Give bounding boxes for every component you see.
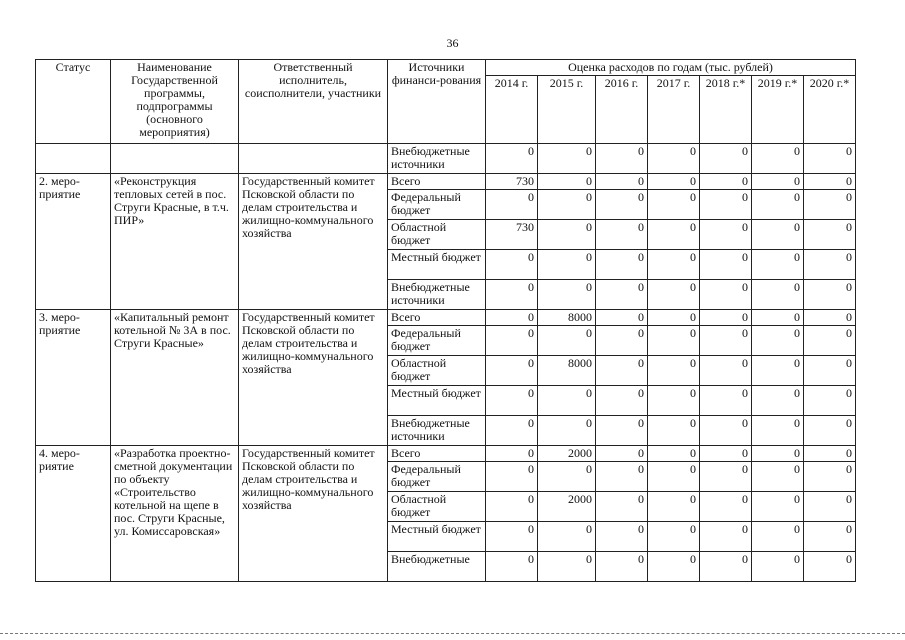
value-cell: 0 [700, 326, 752, 356]
value-cell: 0 [538, 174, 596, 190]
value-cell: 0 [486, 492, 538, 522]
value-cell: 0 [486, 190, 538, 220]
value-cell: 2000 [538, 446, 596, 462]
value-cell: 730 [486, 220, 538, 250]
value-cell: 0 [538, 416, 596, 446]
value-cell: 0 [648, 356, 700, 386]
value-cell: 0 [486, 522, 538, 552]
value-cell: 0 [804, 174, 856, 190]
value-cell: 0 [596, 462, 648, 492]
source-cell: Всего [388, 310, 486, 326]
value-cell: 0 [648, 144, 700, 174]
value-cell: 0 [538, 462, 596, 492]
header-name: Наименование Государственной программы, подпрограммы (основного мероприятия) [111, 60, 239, 144]
value-cell: 0 [596, 446, 648, 462]
value-cell: 0 [700, 522, 752, 552]
value-cell: 0 [700, 386, 752, 416]
value-cell: 0 [596, 174, 648, 190]
value-cell: 0 [804, 492, 856, 522]
header-executor: Ответственный исполнитель, соисполнители, участники [239, 60, 388, 144]
source-cell: Всего [388, 174, 486, 190]
value-cell: 0 [804, 280, 856, 310]
value-cell: 0 [752, 144, 804, 174]
source-cell: Областной бюджет [388, 220, 486, 250]
value-cell: 0 [752, 356, 804, 386]
value-cell: 0 [538, 326, 596, 356]
header-status: Статус [36, 60, 111, 144]
value-cell: 0 [752, 522, 804, 552]
value-cell: 0 [752, 280, 804, 310]
header-year: 2016 г. [596, 76, 648, 144]
value-cell: 0 [648, 310, 700, 326]
value-cell: 0 [752, 386, 804, 416]
value-cell: 0 [752, 250, 804, 280]
value-cell: 0 [700, 416, 752, 446]
name-cell [111, 144, 239, 174]
value-cell: 0 [486, 446, 538, 462]
value-cell: 0 [648, 220, 700, 250]
source-cell: Федеральный бюджет [388, 462, 486, 492]
value-cell: 0 [804, 446, 856, 462]
value-cell: 0 [486, 356, 538, 386]
value-cell: 0 [486, 552, 538, 582]
value-cell: 0 [596, 310, 648, 326]
value-cell: 0 [804, 416, 856, 446]
value-cell: 0 [538, 522, 596, 552]
header-year: 2015 г. [538, 76, 596, 144]
value-cell: 0 [804, 250, 856, 280]
value-cell: 0 [486, 250, 538, 280]
page-number: 36 [446, 36, 459, 50]
table-row [36, 174, 856, 190]
value-cell: 0 [596, 280, 648, 310]
value-cell: 730 [486, 174, 538, 190]
value-cell: 0 [752, 310, 804, 326]
value-cell: 0 [596, 552, 648, 582]
value-cell: 0 [804, 462, 856, 492]
header-expenses: Оценка расходов по годам (тыс. рублей) [486, 60, 856, 76]
header-year: 2017 г. [648, 76, 700, 144]
value-cell: 0 [700, 552, 752, 582]
value-cell: 0 [538, 190, 596, 220]
value-cell: 0 [486, 416, 538, 446]
source-cell: Внебюджетные источники [388, 144, 486, 174]
value-cell: 0 [700, 190, 752, 220]
value-cell: 0 [804, 386, 856, 416]
value-cell: 0 [486, 310, 538, 326]
source-cell: Областной бюджет [388, 356, 486, 386]
executor-cell: Государственный комитет Псковской области по делам строительства и жилищно-коммунального хозяйства [239, 310, 388, 446]
value-cell: 0 [648, 446, 700, 462]
source-cell: Местный бюджет [388, 522, 486, 552]
value-cell: 0 [486, 144, 538, 174]
value-cell: 0 [700, 446, 752, 462]
value-cell: 0 [538, 220, 596, 250]
executor-cell: Государственный комитет Псковской области по делам строительства и жилищно-коммунального хозяйства [239, 174, 388, 310]
header-sources: Источники финанси-рования [388, 60, 486, 144]
value-cell: 0 [700, 174, 752, 190]
value-cell: 0 [700, 356, 752, 386]
value-cell: 0 [538, 280, 596, 310]
page-bottom-divider [0, 633, 905, 634]
value-cell: 0 [596, 220, 648, 250]
value-cell: 0 [804, 220, 856, 250]
value-cell: 0 [804, 356, 856, 386]
source-cell: Федеральный бюджет [388, 190, 486, 220]
value-cell: 0 [538, 144, 596, 174]
value-cell: 0 [596, 250, 648, 280]
value-cell: 0 [648, 190, 700, 220]
value-cell: 0 [648, 250, 700, 280]
status-cell: 3. меро-приятие [36, 310, 111, 446]
value-cell: 0 [752, 552, 804, 582]
value-cell: 0 [752, 326, 804, 356]
status-cell: 2. меро-приятие [36, 174, 111, 310]
expenses-table [35, 59, 856, 582]
table-row [36, 446, 856, 462]
executor-cell [239, 144, 388, 174]
source-cell: Всего [388, 446, 486, 462]
value-cell: 0 [752, 416, 804, 446]
value-cell: 0 [596, 386, 648, 416]
value-cell: 0 [596, 190, 648, 220]
value-cell: 0 [486, 462, 538, 492]
value-cell: 0 [648, 462, 700, 492]
value-cell: 8000 [538, 356, 596, 386]
name-cell: «Капитальный ремонт котельной № 3А в пос. Струги Красные» [111, 310, 239, 446]
value-cell: 0 [648, 326, 700, 356]
value-cell: 0 [752, 174, 804, 190]
value-cell: 0 [538, 552, 596, 582]
source-cell: Внебюджетные [388, 552, 486, 582]
value-cell: 0 [648, 174, 700, 190]
value-cell: 0 [486, 280, 538, 310]
source-cell: Местный бюджет [388, 386, 486, 416]
value-cell: 0 [752, 492, 804, 522]
value-cell: 0 [648, 522, 700, 552]
value-cell: 0 [596, 356, 648, 386]
header-year: 2019 г.* [752, 76, 804, 144]
value-cell: 0 [804, 522, 856, 552]
value-cell: 0 [648, 386, 700, 416]
value-cell: 0 [804, 190, 856, 220]
value-cell: 0 [752, 190, 804, 220]
value-cell: 0 [596, 416, 648, 446]
value-cell: 0 [648, 416, 700, 446]
value-cell: 0 [700, 310, 752, 326]
value-cell: 0 [700, 220, 752, 250]
value-cell: 8000 [538, 310, 596, 326]
table-row [36, 144, 856, 174]
value-cell: 0 [752, 220, 804, 250]
header-year: 2020 г.* [804, 76, 856, 144]
header-year: 2018 г.* [700, 76, 752, 144]
value-cell: 0 [596, 492, 648, 522]
value-cell: 0 [486, 326, 538, 356]
value-cell: 0 [700, 492, 752, 522]
source-cell: Внебюджетные источники [388, 280, 486, 310]
value-cell: 0 [538, 250, 596, 280]
value-cell: 0 [752, 446, 804, 462]
value-cell: 0 [700, 144, 752, 174]
value-cell: 2000 [538, 492, 596, 522]
value-cell: 0 [700, 280, 752, 310]
value-cell: 0 [648, 492, 700, 522]
value-cell: 0 [804, 552, 856, 582]
source-cell: Областной бюджет [388, 492, 486, 522]
value-cell: 0 [538, 386, 596, 416]
value-cell: 0 [700, 462, 752, 492]
value-cell: 0 [486, 386, 538, 416]
value-cell: 0 [648, 280, 700, 310]
value-cell: 0 [752, 462, 804, 492]
source-cell: Местный бюджет [388, 250, 486, 280]
value-cell: 0 [596, 144, 648, 174]
value-cell: 0 [648, 552, 700, 582]
value-cell: 0 [596, 326, 648, 356]
value-cell: 0 [804, 310, 856, 326]
source-cell: Внебюджетные источники [388, 416, 486, 446]
name-cell: «Реконструкция тепловых сетей в пос. Струги Красные, в т.ч. ПИР» [111, 174, 239, 310]
executor-cell: Государственный комитет Псковской области по делам строительства и жилищно-коммунального хозяйства [239, 446, 388, 582]
status-cell [36, 144, 111, 174]
value-cell: 0 [804, 144, 856, 174]
source-cell: Федеральный бюджет [388, 326, 486, 356]
status-cell: 4. меро-риятие [36, 446, 111, 582]
header-year: 2014 г. [486, 76, 538, 144]
value-cell: 0 [804, 326, 856, 356]
value-cell: 0 [596, 522, 648, 552]
name-cell: «Разработка проектно-сметной документации по объекту «Строительство котельной на щепе в пос. Струги Красные, ул. Комиссаровская» [111, 446, 239, 582]
table-row [36, 310, 856, 326]
value-cell: 0 [700, 250, 752, 280]
